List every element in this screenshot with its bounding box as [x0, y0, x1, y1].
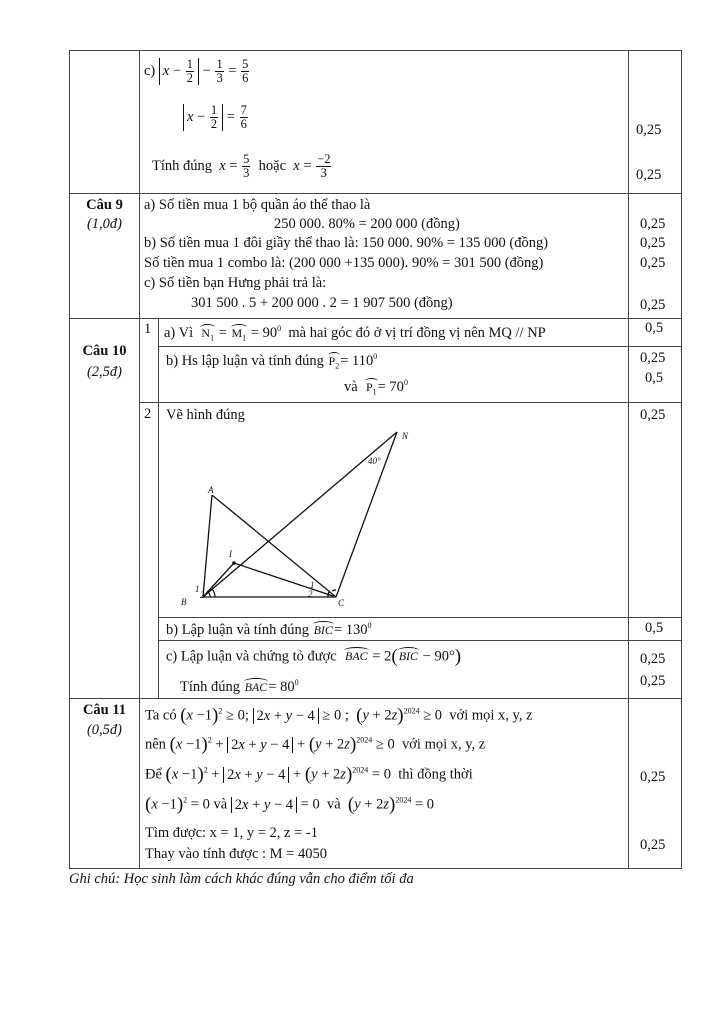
q10-part-2: 2 — [144, 406, 152, 422]
q10-label: Câu 10 — [82, 343, 127, 359]
q10-a-score: 0,5 — [645, 320, 664, 336]
angle-c2-arc — [332, 590, 336, 591]
point-i — [232, 561, 236, 565]
q9-line-c-calc: 301 500 . 5 + 200 000 . 2 = 1 907 500 (đồng) — [191, 295, 453, 311]
label-angle-40: 40° — [368, 456, 381, 466]
q11-line-3: Để $(x -1)^2 + 2x + y - 4 + (y + 2z)^{2024} = 0$ thì đồng thời — [145, 764, 473, 785]
q9-line-a-calc: 250 000. 80% = 200 000 (đồng) — [274, 216, 460, 232]
q9-score-1: 0,25 — [640, 216, 666, 232]
q10-c2-result: Tính đúng $BAC= 80^0$ — [180, 678, 299, 695]
q8-score-2: 0,25 — [636, 167, 662, 183]
q10-draw-score: 0,25 — [640, 407, 666, 423]
q10-b-line-2: và $P_1= 70^0$ — [344, 378, 408, 397]
q9-label: Câu 9 — [86, 197, 123, 213]
q11-line-2: nên $(x -1)^2 + 2x + y - 4 + (y + 2z)^{2024} \ge 0$ với mọi x, y, z — [145, 734, 486, 755]
label-b-2: 2 — [200, 590, 205, 600]
angle-b2-arc — [212, 589, 215, 597]
geometry-figure — [170, 420, 430, 615]
q10-c2-score: 0,25 — [640, 651, 666, 667]
q10-part-1: 1 — [144, 321, 152, 337]
q9-line-combo: Số tiền mua 1 combo là: (200 000 +135 000). 90% = 301 500 (đồng) — [144, 255, 544, 271]
q9-score-2: 0,25 — [640, 235, 666, 251]
segment-ic — [234, 563, 336, 597]
q10-a-line: a) Vì $N_1 = M_1 = 90^0$ mà hai góc đó ở vị trí đồng vị nên MQ // NP — [164, 324, 546, 343]
q9-line-c: c) Số tiền bạn Hưng phải trả là: — [144, 275, 327, 291]
q8-c-equation: c) x − $\frac{1}{2}$ − $\frac{1}{3}$ = $\frac{5}{6}$ — [144, 57, 249, 86]
q9-points: (1,0đ) — [86, 216, 123, 232]
q10-b-score-2: 0,5 — [645, 370, 664, 386]
q10-b-line: b) Hs lập luận và tính đúng $P_2= 110^0$ — [166, 352, 378, 371]
q8-score-1: 0,25 — [636, 122, 662, 138]
q11-score-2: 0,25 — [640, 837, 666, 853]
footnote: Ghi chú: Học sinh làm cách khác đúng vẫn cho điểm tối đa — [69, 871, 414, 887]
label-c-1: 1 — [310, 580, 315, 590]
label-i: I — [229, 549, 232, 559]
q10-points: (2,5đ) — [86, 364, 123, 380]
q11-line-5: Tìm được: x = 1, y = 2, z = -1 — [145, 825, 318, 841]
segment-ac — [212, 495, 336, 597]
q11-score-1: 0,25 — [640, 769, 666, 785]
q11-points: (0,5đ) — [86, 722, 123, 738]
q10-draw-text: Vẽ hình đúng — [166, 407, 245, 423]
q10-c2-line: c) Lập luận và chứng tỏ được BAC = 2(BIC − 90°) — [166, 646, 462, 667]
q11-line-4: $(x -1)^2 = 0$ và 2x + y − 4 = 0 và $(y + 2z)^{2024} = 0$ — [145, 794, 435, 815]
q8-c-step: x − $\frac{1}{2}$ = $\frac{7}{6}$ — [183, 104, 249, 131]
label-n: N — [402, 431, 409, 441]
q11-line-6: Thay vào tính được : M = 4050 — [145, 846, 327, 862]
q9-line-b: b) Số tiền mua 1 đôi giầy thể thao là: 150 000. 90% = 135 000 (đồng) — [144, 235, 549, 251]
label-c: C — [338, 598, 345, 608]
q11-line-1: Ta có $(x -1)^2 \ge 0$; 2x + y − 4 ≥ 0 ; $(y + 2z)^{2024} \ge 0$ với mọi x, y, z — [145, 705, 533, 726]
label-a: A — [208, 485, 214, 495]
q9-score-4: 0,25 — [640, 297, 666, 313]
q9-line-a: a) Số tiền mua 1 bộ quần áo thể thao là — [144, 197, 371, 213]
q8-c-conclusion: Tính đúng x = $\frac{5}{3}$ hoặc x = $\frac{-2}{3}$ — [152, 152, 331, 181]
q11-label: Câu 11 — [82, 702, 127, 718]
segment-nc — [336, 432, 397, 597]
q10-c2-res-score: 0,25 — [640, 673, 666, 689]
q9-score-3: 0,25 — [640, 255, 666, 271]
q10-b2-score: 0,5 — [645, 620, 664, 636]
label-c-2: 2 — [308, 589, 313, 599]
label-b-1: 1 — [195, 584, 200, 594]
segment-ab — [203, 495, 212, 597]
q10-b-score-1: 0,25 — [640, 350, 666, 366]
q10-b2-line: b) Lập luận và tính đúng $BIC= 130^0$ — [166, 621, 372, 638]
label-b: B — [181, 597, 187, 607]
